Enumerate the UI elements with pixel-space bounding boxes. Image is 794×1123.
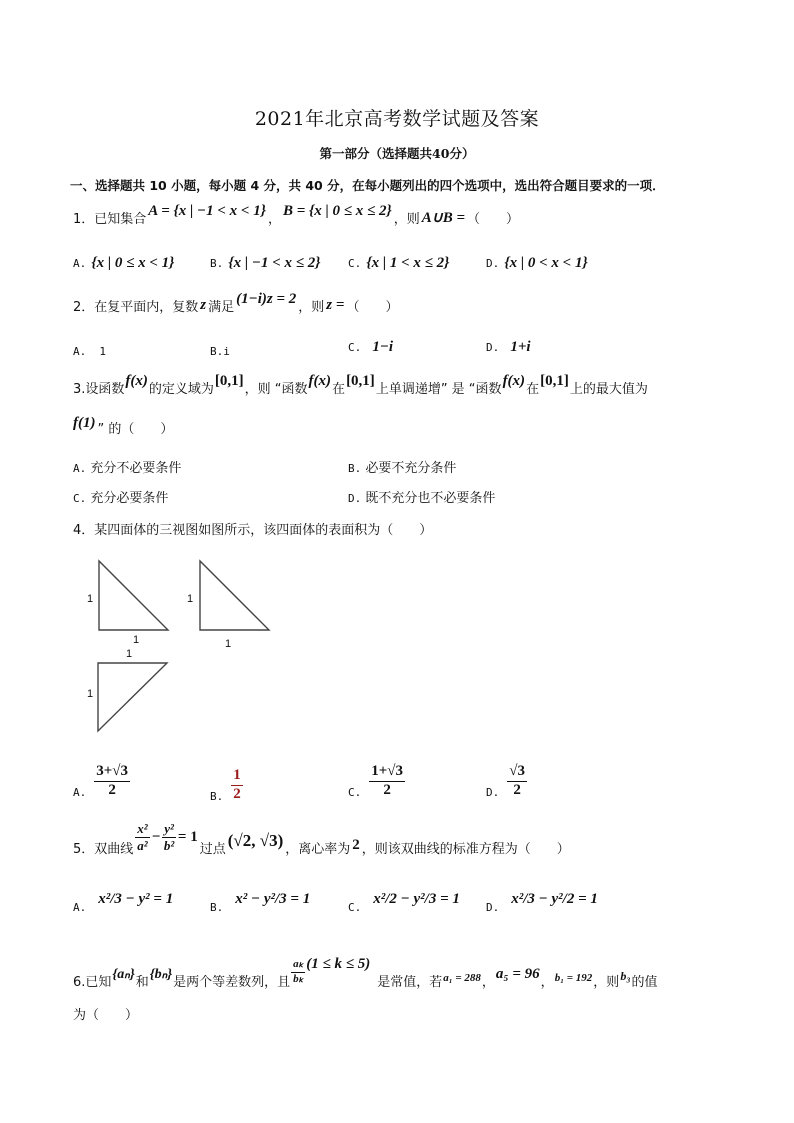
q5-eccentricity-value: 2 xyxy=(352,836,360,853)
q6-text-4: ，则 xyxy=(593,974,620,990)
q2-equation: (1−i)z = 2 xyxy=(236,291,297,307)
q1-option-a xyxy=(73,252,174,272)
question-3 xyxy=(73,373,648,397)
q1-union: A∪B = xyxy=(421,210,466,226)
fraction-numerator: √3 xyxy=(507,764,527,782)
q3-interval: [0,1] xyxy=(214,373,244,389)
option-text: 1 xyxy=(99,345,106,358)
side-view-left-label: 1 xyxy=(187,593,194,605)
option-letter: A. xyxy=(73,901,87,914)
q5-through: 过点 xyxy=(199,841,226,857)
front-view-left-label: 1 xyxy=(87,593,94,605)
q3-option-c xyxy=(73,487,168,506)
q3-text-1: 3.设函数 xyxy=(73,382,125,397)
page-title: 2021年北京高考数学试题及答案 xyxy=(254,108,540,130)
option-fraction xyxy=(507,764,527,799)
q2-z: z xyxy=(200,297,207,313)
fraction-numerator: aₖ xyxy=(291,959,305,973)
q5-rhs: = 1 xyxy=(177,828,198,845)
part-subtitle: 第一部分（选择题共40分） xyxy=(319,146,475,161)
q2-prefix: 2．在复平面内，复数 xyxy=(73,300,199,315)
option-fraction xyxy=(94,764,130,799)
q3-fx: f(x) xyxy=(502,373,526,389)
front-view-triangle xyxy=(99,561,168,630)
section-header: 一、选择题共 10 小题，每小题 4 分，共 40 分，在每小题列出的四个选项中，选出符合题目要求的一项． xyxy=(70,178,665,193)
q6-comma-2: ， xyxy=(540,974,554,990)
fraction-denominator: 2 xyxy=(513,781,521,798)
question-4: 4．某四面体的三视图如图所示，该四面体的表面积为（ ） xyxy=(73,523,433,538)
q5-fraction-y xyxy=(162,822,176,852)
q1-blank: （ ） xyxy=(467,212,520,227)
q6-b1: b₁ = 192 xyxy=(554,972,593,985)
fraction-numerator: y² xyxy=(164,821,174,836)
top-view-left-label: 1 xyxy=(87,688,94,700)
option-text: x²/3 − y²/2 = 1 xyxy=(511,891,598,907)
q3-text-3: ，则 “函数 xyxy=(244,382,308,397)
side-view-bottom-label: 1 xyxy=(225,638,232,650)
q6-condition: (1 ≤ k ≤ 5) xyxy=(306,955,371,972)
question-1 xyxy=(73,203,520,227)
q1-set-a: A = {x | −1 < x < 1} xyxy=(148,203,266,219)
option-text: 必要不充分条件 xyxy=(365,461,457,476)
option-text: 充分必要条件 xyxy=(90,491,169,506)
side-view-triangle xyxy=(200,561,269,630)
q4-option-a xyxy=(73,764,130,799)
option-text: {x | 0 ≤ x < 1} xyxy=(91,255,175,271)
option-text: x²/2 − y²/3 = 1 xyxy=(373,891,460,907)
q3-option-a xyxy=(73,457,181,476)
q4-option-d xyxy=(486,764,527,799)
q3-text-4: 在 xyxy=(332,382,346,397)
option-letter: A. xyxy=(73,345,87,358)
option-letter: D. xyxy=(486,257,500,270)
q5-minus: − xyxy=(151,828,161,845)
option-text: {x | 0 < x < 1} xyxy=(504,255,588,271)
q6-a1: a₁ = 288 xyxy=(443,972,481,985)
top-view-triangle xyxy=(98,663,167,731)
option-text: i xyxy=(223,345,230,358)
question-2 xyxy=(73,291,399,315)
q3-interval: [0,1] xyxy=(540,373,569,389)
fraction-numerator: 3+√3 xyxy=(94,764,130,782)
fraction-numerator: 1 xyxy=(231,768,243,786)
option-letter: D. xyxy=(486,341,500,354)
q6-sequence-a: {aₙ} xyxy=(112,966,135,982)
option-letter: C. xyxy=(348,901,362,914)
q6-text-1: 6.已知 xyxy=(73,974,112,990)
q3-interval: [0,1] xyxy=(346,373,375,389)
q3-fx: f(x) xyxy=(125,373,148,389)
option-text: 1+i xyxy=(510,339,531,355)
q1-option-b xyxy=(210,252,320,272)
q3-text-2: 的定义域为 xyxy=(148,382,214,397)
fraction-numerator: 1+√3 xyxy=(369,764,405,782)
option-letter: B. xyxy=(210,901,224,914)
q6-text-5: 的值 xyxy=(631,974,658,990)
q5-option-b xyxy=(210,885,311,914)
option-text: {x | 1 < x ≤ 2} xyxy=(366,255,450,271)
q5-prefix: 5．双曲线 xyxy=(73,841,134,857)
option-letter: C. xyxy=(348,785,362,799)
question-6 xyxy=(73,955,658,990)
q4-option-c xyxy=(348,764,405,799)
q3-text-5: 上单调递增” 是 “函数 xyxy=(375,382,502,397)
option-fraction xyxy=(231,768,243,803)
q5-fraction-x xyxy=(135,822,149,852)
question-5 xyxy=(73,821,570,857)
q2-option-c xyxy=(348,336,393,356)
fraction-denominator: b² xyxy=(163,837,175,853)
fraction-numerator: x² xyxy=(137,821,148,836)
q6-text-3: 是常值，若 xyxy=(377,974,443,990)
q5-rest: ，则该双曲线的标准方程为（ ） xyxy=(361,841,570,857)
q2-z-equals: z = xyxy=(326,297,345,313)
option-text: 1−i xyxy=(372,339,394,355)
fraction-denominator: a² xyxy=(137,837,148,853)
option-letter: B. xyxy=(210,257,224,270)
q5-point: (√2, √3) xyxy=(227,831,284,851)
fraction-denominator: 2 xyxy=(383,781,391,798)
q6-comma-1: ， xyxy=(481,974,495,990)
q6-a5: a₅ = 96 xyxy=(495,965,540,982)
q3-text-6: 在 xyxy=(526,382,540,397)
q3-text-7: 上的最大值为 xyxy=(569,382,648,397)
q5-option-c xyxy=(348,885,460,914)
q1-comma: ， xyxy=(267,212,281,227)
option-letter: A. xyxy=(73,462,87,475)
option-letter: C. xyxy=(348,257,362,270)
q2-option-b xyxy=(210,340,230,359)
option-text: x²/3 − y² = 1 xyxy=(98,891,174,907)
q6-text-6: 为（ ） xyxy=(73,1008,139,1023)
option-letter: D. xyxy=(486,901,500,914)
q6-text-2: 是两个等差数列，且 xyxy=(173,974,291,990)
option-letter: A. xyxy=(73,785,87,799)
option-text: 既不充分也不必要条件 xyxy=(365,491,496,506)
q5-eccentricity-label: ，离心率为 xyxy=(285,841,351,857)
question-3-line-2 xyxy=(73,415,174,437)
q1-option-d xyxy=(486,252,588,272)
q2-then: ，则 xyxy=(298,300,325,315)
q5-option-d xyxy=(486,885,598,914)
q6-sequence-b: {bₙ} xyxy=(149,966,173,982)
option-text: {x | −1 < x ≤ 2} xyxy=(228,255,321,271)
fraction-denominator: bₖ xyxy=(293,972,304,985)
option-letter: B. xyxy=(210,345,224,358)
q3-option-d xyxy=(348,487,495,506)
q2-option-a xyxy=(73,340,106,359)
q3-f1: f(1) xyxy=(73,415,96,431)
q6-ratio xyxy=(291,959,305,985)
q2-blank: （ ） xyxy=(346,300,399,315)
three-view-figure xyxy=(80,555,290,740)
fraction-denominator: 2 xyxy=(233,785,241,802)
q4-option-b xyxy=(210,768,243,803)
q6-and: 和 xyxy=(135,974,149,990)
q1-option-c xyxy=(348,252,449,272)
option-letter: D. xyxy=(348,492,362,505)
option-letter: B. xyxy=(210,789,224,803)
option-letter: C. xyxy=(348,341,362,354)
fraction-denominator: 2 xyxy=(108,781,116,798)
q2-satisfies: 满足 xyxy=(208,300,235,315)
option-letter: C. xyxy=(73,492,87,505)
q3-fx: f(x) xyxy=(308,373,332,389)
q1-set-b: B = {x | 0 ≤ x ≤ 2} xyxy=(282,203,392,219)
q1-then: ，则 xyxy=(393,212,420,227)
option-text: 充分不必要条件 xyxy=(90,461,182,476)
option-fraction xyxy=(369,764,405,799)
q3-option-b xyxy=(348,457,456,476)
q2-option-d xyxy=(486,336,531,356)
option-text: x² − y²/3 = 1 xyxy=(235,891,311,907)
q1-prefix: 1．已知集合 xyxy=(73,212,147,227)
option-letter: A. xyxy=(73,257,87,270)
option-letter: D. xyxy=(486,785,500,799)
option-letter: B. xyxy=(348,462,362,475)
q3-text-8: ” 的（ ） xyxy=(97,422,174,437)
top-view-top-label: 1 xyxy=(126,648,133,660)
q6-b3: b₃ xyxy=(620,968,631,983)
front-view-bottom-label: 1 xyxy=(133,634,140,646)
q5-option-a xyxy=(73,885,174,914)
